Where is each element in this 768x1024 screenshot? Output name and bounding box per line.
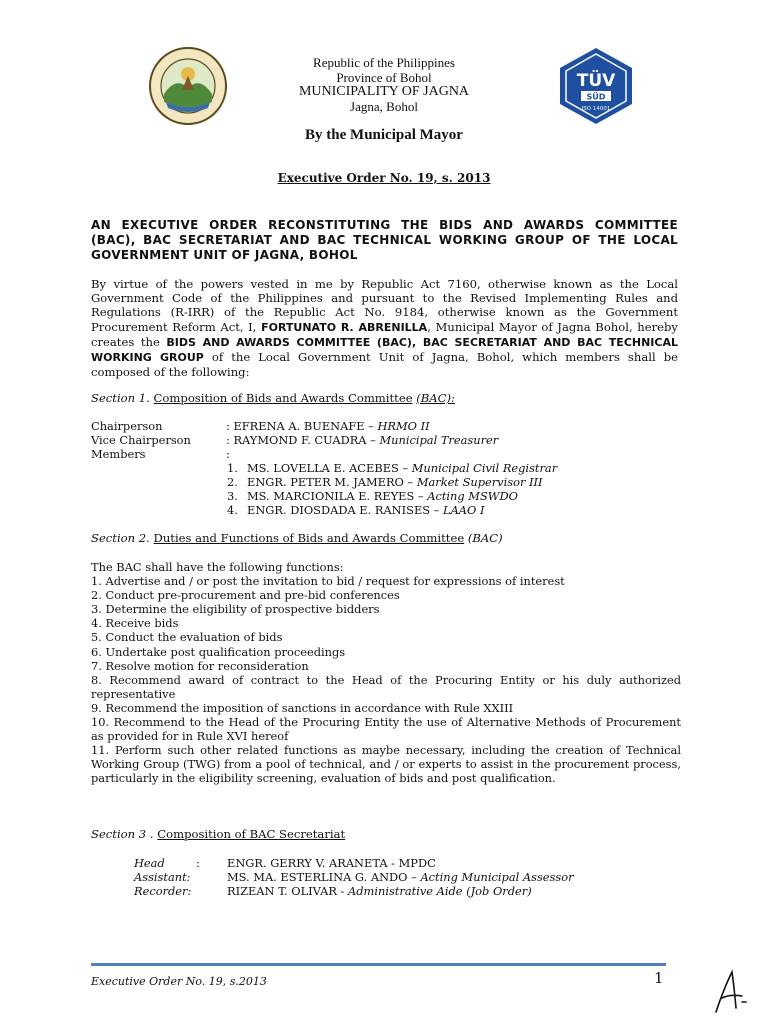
tuv-iso-text: ISO 14001 [581,106,611,112]
page-number: 1 [654,969,664,987]
secretariat-head-sep: : [196,856,200,870]
footer-rule [91,963,666,966]
initials-signature [712,968,752,1016]
secretariat-recorder-name: RIZEAN T. OLIVAR - Administrative Aide (Job Order) [227,884,532,898]
footer-text: Executive Order No. 19, s.2013 [91,975,267,988]
vice-chairperson-row: Vice Chairperson : RAYMOND F. CUADRA – Municipal Treasurer [91,433,499,447]
section-1-heading: Section 1. Composition of Bids and Awards Committee (BAC): [91,391,455,405]
secretariat-assistant-name: MS. MA. ESTERLINA G. ANDO – Acting Municipal Assessor [227,870,574,884]
letterhead-republic: Republic of the Philippines [313,55,455,70]
letterhead-town: Jagna, Bohol [350,99,418,114]
tuv-brand-text: TÜV [576,71,616,91]
member-item: 2. ENGR. PETER M. JAMERO – Market Supervisor III [227,475,543,489]
letterhead-municipality: MUNICIPALITY OF JAGNA [298,84,470,99]
created-bodies: BIDS AND AWARDS COMMITTEE (BAC), BAC SECRETARIAT AND BAC TECHNICAL WORKING GROUP [91,335,678,365]
member-item: 4. ENGR. DIOSDADA E. RANISES – LAAO I [227,503,485,517]
chairperson-row: Chairperson : EFRENA A. BUENAFE – HRMO II [91,419,430,433]
order-title: Executive Order No. 19, s. 2013 [277,171,491,185]
function-item: 2. Conduct pre-procurement and pre-bid conferences [91,588,400,603]
secretariat-head-name: ENGR. GERRY V. ARANETA - MPDC [227,856,436,870]
secretariat-recorder-role: Recorder: [134,884,192,898]
secretariat-head-role: Head [134,856,165,870]
section-2-heading: Section 2. Duties and Functions of Bids and Awards Committee (BAC) [91,531,503,545]
members-row: Members : [91,447,230,461]
function-item: 10. Recommend to the Head of the Procuring Entity the use of Alternative Methods of Procurement as provided for in Rule XVI hereof [91,715,681,744]
mayor-name: FORTUNATO R. ABRENILLA [261,320,428,334]
section-3-heading: Section 3 . Composition of BAC Secretariat [91,827,346,841]
member-item: 3. MS. MARCIONILA E. REYES – Acting MSWDO [227,489,518,503]
function-item: 6. Undertake post qualification proceedings [91,644,346,659]
member-item: 1. MS. LOVELLA E. ACEBES – Municipal Civil Registrar [227,461,558,475]
byline: By the Municipal Mayor [305,127,463,143]
preamble-paragraph: By virtue of the powers vested in me by Republic Act 7160, otherwise known as the Local Government Code of the Philippines and pursuant to the Revised Implementing Rules and Regulations (R-IRR) of the Republic Act No. 9184, otherwise known as the Government Procurement Reform Act, I, FORTUNATO R. ABRENILLA, Municipal Mayor of Jagna Bohol, hereby creates the BIDS AND AWARDS COMMITTEE (BAC), BAC SECRETARIAT AND BAC TECHNICAL WORKING GROUP of the Local Government Unit of Jagna, Bohol, which members shall be composed of the following: [91,277,678,380]
functions-list [91,560,681,786]
letterhead-province: Province of Bohol [336,70,432,85]
function-item: 8. Recommend award of contract to the Head of the Procuring Entity or his duly authorized representative [91,672,681,701]
function-item: 5. Conduct the evaluation of bids [91,630,283,645]
function-item: 9. Recommend the imposition of sanctions in accordance with Rule XXIII [91,700,514,715]
order-caption: AN EXECUTIVE ORDER RECONSTITUTING THE BIDS AND AWARDS COMMITTEE (BAC), BAC SECRETARIAT AND BAC TECHNICAL WORKING GROUP OF THE LOCAL GOVERNMENT UNIT OF JAGNA, BOHOL [91,218,678,262]
secretariat-assistant-role: Assistant: [134,870,191,884]
function-item: 1. Advertise and / or post the invitation to bid / request for expressions of interest [91,574,565,589]
function-item: 7. Resolve motion for reconsideration [91,658,309,673]
functions-intro: The BAC shall have the following functions: [91,560,344,574]
function-item: 3. Determine the eligibility of prospective bidders [91,602,380,617]
function-item: 11. Perform such other related functions as maybe necessary, including the creation of Technical Working Group (TWG) from a pool of technical, and / or experts to assist in the procurement process, particularly in the eligibility screening, evaluation of bids and post qualification. [91,743,681,786]
tuv-sub-text: SÜD [586,92,606,102]
function-item: 4. Receive bids [91,616,179,631]
